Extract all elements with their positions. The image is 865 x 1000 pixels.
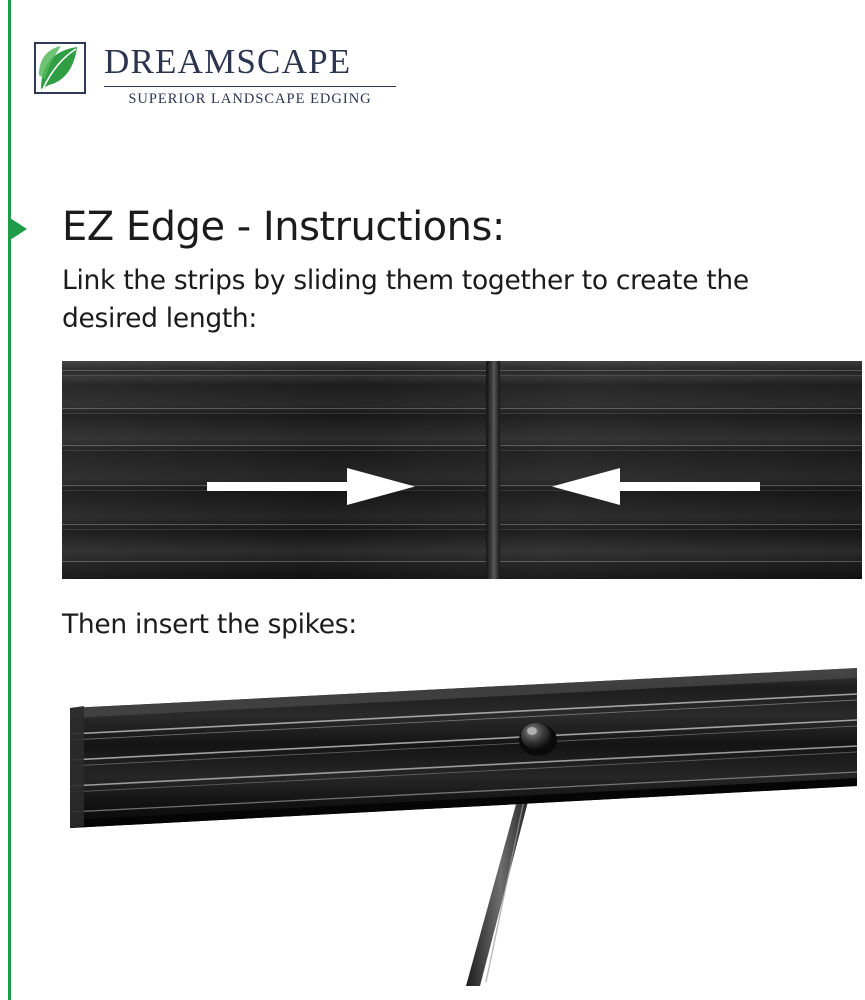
leaf-icon	[34, 42, 90, 98]
leaf-icon-svg	[37, 45, 81, 91]
brand-logo	[34, 42, 825, 108]
step-one-text: Link the strips by sliding them together to create the desired length:	[62, 265, 749, 335]
step-two-text: Then insert the spikes:	[62, 608, 357, 640]
arrow-left-icon	[552, 465, 760, 514]
arrow-right-icon	[207, 465, 415, 514]
page-title: EZ Edge - Instructions:	[62, 204, 505, 250]
edging-strip-angled	[70, 668, 857, 828]
figure-link-strips	[62, 361, 862, 579]
brand-name: DREAMSCAPE	[104, 42, 352, 81]
figure-insert-spike	[62, 656, 862, 986]
strip-seam	[486, 361, 500, 579]
brand-tagline: SUPERIOR LANDSCAPE EDGING	[104, 86, 396, 108]
figure-insert-spike-svg	[62, 656, 862, 986]
